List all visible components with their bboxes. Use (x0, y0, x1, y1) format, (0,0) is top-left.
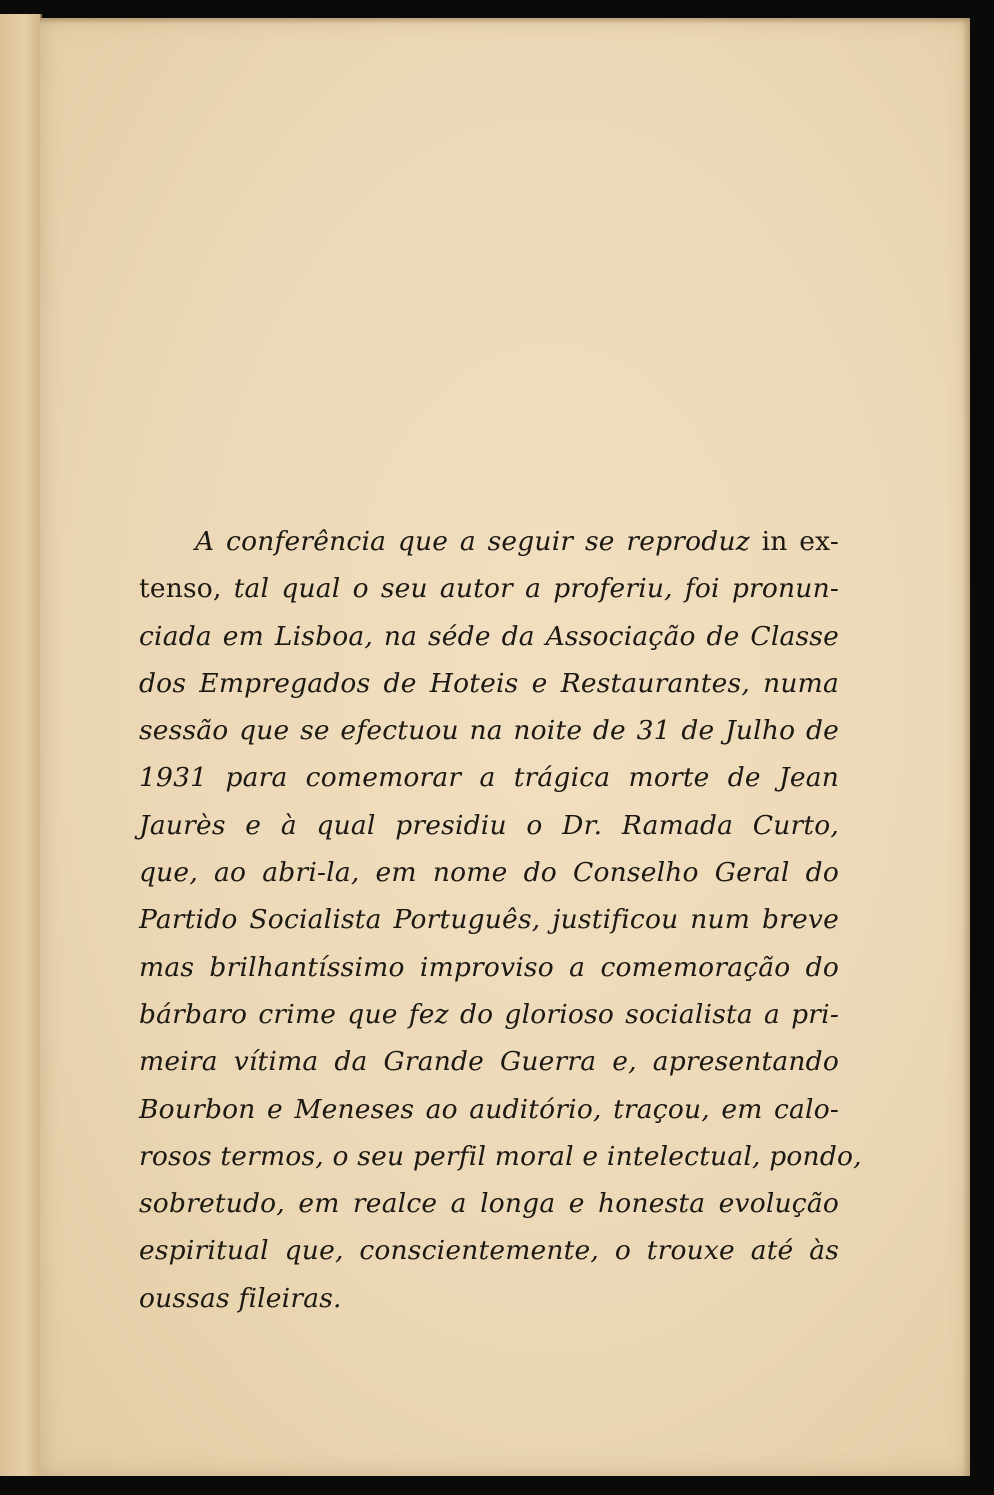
paragraph-line-10: mas brilhantíssimo improviso a comemoração do (139, 951, 839, 983)
paragraph-line-8: que, ao abri-la, em nome do Conselho Geral do (139, 857, 839, 889)
line-2-roman: tenso, (139, 573, 222, 605)
line-2-italic: tal qual o seu autor a proferiu, foi pronun- (233, 573, 839, 605)
intro-paragraph (139, 518, 862, 1322)
paragraph-line-11: bárbaro crime que fez do glorioso socialista a pri- (139, 998, 839, 1030)
paragraph-line-13: Bourbon e Meneses ao auditório, traçou, em calo- (139, 1093, 839, 1125)
paragraph-line-5: sessão que se efectuou na noite de 31 de Julho de (139, 715, 839, 747)
line-1-italic: A conferência que a seguir se reproduz (195, 526, 750, 557)
left-page-edge (0, 14, 42, 1476)
paragraph-line-4: dos Empregados de Hoteis e Restaurantes, numa (139, 667, 839, 699)
paragraph-line-15: sobretudo, em realce a longa e honesta evolução (139, 1188, 839, 1220)
paragraph-line-12: meira vítima da Grande Guerra e, apresentando (139, 1046, 839, 1078)
paragraph-line-7: Jaurès e à qual presidiu o Dr. Ramada Curto, (139, 809, 839, 841)
paragraph-line-17: oussas fileiras. (139, 1282, 342, 1314)
paragraph-line-2 (139, 565, 839, 612)
paragraph-line-3: ciada em Lisboa, na séde da Associação de Classe (139, 620, 839, 652)
line-1-roman: in ex- (761, 526, 839, 557)
paragraph-line-9: Partido Socialista Português, justificou num breve (139, 904, 839, 936)
paragraph-line-6: 1931 para comemorar a trágica morte de Jean (139, 762, 839, 794)
paragraph-line-14: rosos termos, o seu perfil moral e intelectual, pondo, (139, 1140, 862, 1172)
paragraph-line-16: espiritual que, conscientemente, o trouxe até às (139, 1235, 839, 1267)
page-right-shadow (962, 18, 970, 1476)
page-top-shadow (40, 18, 970, 24)
paragraph-line-1 (139, 518, 839, 565)
book-page (40, 18, 970, 1476)
